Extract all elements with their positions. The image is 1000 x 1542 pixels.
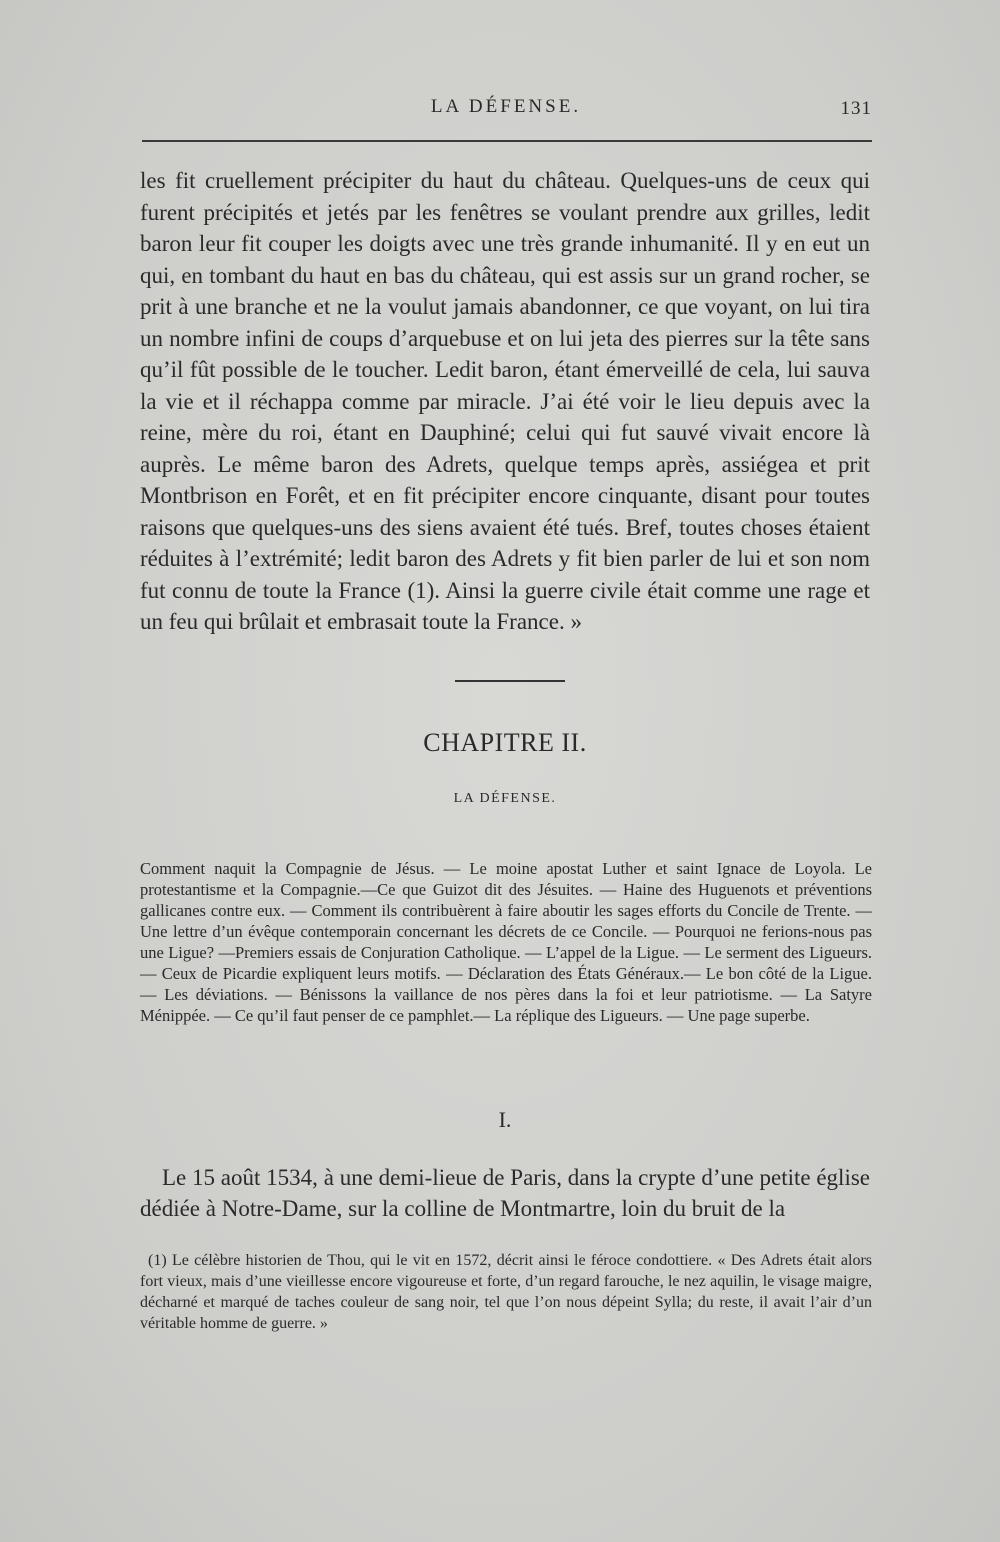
section-paragraph: Le 15 août 1534, à une demi-lieue de Paris, dans la crypte d’une petite église dédiée à Notre-Dame, sur la colline de Montmartre, loin du bruit de la	[140, 1165, 870, 1221]
section-divider	[455, 680, 565, 682]
running-head	[140, 96, 872, 126]
chapter-summary	[140, 858, 872, 1026]
body-text	[140, 165, 870, 638]
footnote	[140, 1250, 872, 1334]
section-number: I.	[498, 1107, 512, 1132]
section-text	[140, 1162, 870, 1224]
header-rule	[142, 140, 872, 142]
chapter-subtitle: LA DÉFENSE.	[453, 791, 557, 806]
page-number: 131	[840, 98, 872, 119]
footnote-text: (1) Le célèbre historien de Thou, qui le vit en 1572, décrit ainsi le féroce condottiere. « Des Adrets était alors fort vieux, mais d’une vieillesse encore vigoureuse et forte, d’un regard farouche, le nez aquilin, le visage maigre, décharné et marqué de taches couleur de sang noir, tel que l’on nous dépeint Sylla; du reste, il avait l’air d’un véritable homme de guerre. »	[140, 1252, 872, 1332]
body-paragraph: les fit cruellement précipiter du haut du château. Quelques-uns de ceux qui furent précipités et jetés par les fenêtres se voulant prendre aux grilles, ledit baron leur fit couper les doigts avec une très grande inhumanité. Il y en eut un qui, en tombant du haut en bas du château, qui est assis sur un grand rocher, se prit à une branche et ne la voulut jamais abandonner, ce que voyant, on lui tira un nombre infini de coups d’arquebuse et on lui jeta des pierres sur la tête sans qu’il fût possible de le toucher. Ledit baron, étant émerveillé de cela, lui sauva la vie et il réchappa comme par miracle. J’ai été voir le lieu depuis avec la reine, mère du roi, étant en Dauphiné; celui qui fut sauvé vivait encore là auprès. Le même baron des Adrets, quelque temps après, assiégea et prit Montbrison en Forêt, et en fit précipiter encore cinquante, disant pour toutes raisons que quelques-uns des siens avaient été tués. Bref, toutes choses étaient réduites à l’extrémité; ledit baron des Adrets y fit bien parler de lui et son nom fut connu de toute la France (1). Ainsi la guerre civile était comme une rage et un feu qui brûlait et embrasait toute la France. »	[140, 168, 870, 634]
chapter-title: CHAPITRE II.	[423, 728, 587, 757]
running-head-title: LA DÉFENSE.	[430, 96, 582, 117]
chapter-summary-text: Comment naquit la Compagnie de Jésus. — Le moine apostat Luther et saint Ignace de Loyola. Le protestantisme et la Compagnie.—Ce que Guizot dit des Jésuites. — Haine des Huguenots et préventions gallicanes contre eux. — Comment ils contribuèrent à faire aboutir les sages efforts du Concile de Trente. — Une lettre d’un évêque contemporain concernant les décrets de ce Concile. — Pourquoi ne ferions-nous pas une Ligue? —Premiers essais de Conjuration Catholique. — L’appel de la Ligue. — Le serment des Ligueurs.— Ceux de Picardie expliquent leurs motifs. — Déclaration des États Généraux.— Le bon côté de la Ligue. — Les déviations. — Bénissons la vaillance de nos pères dans la foi et leur patriotisme. — La Satyre Ménippée. — Ce qu’il faut penser de ce pamphlet.— La réplique des Ligueurs. — Une page superbe.	[140, 859, 872, 1025]
